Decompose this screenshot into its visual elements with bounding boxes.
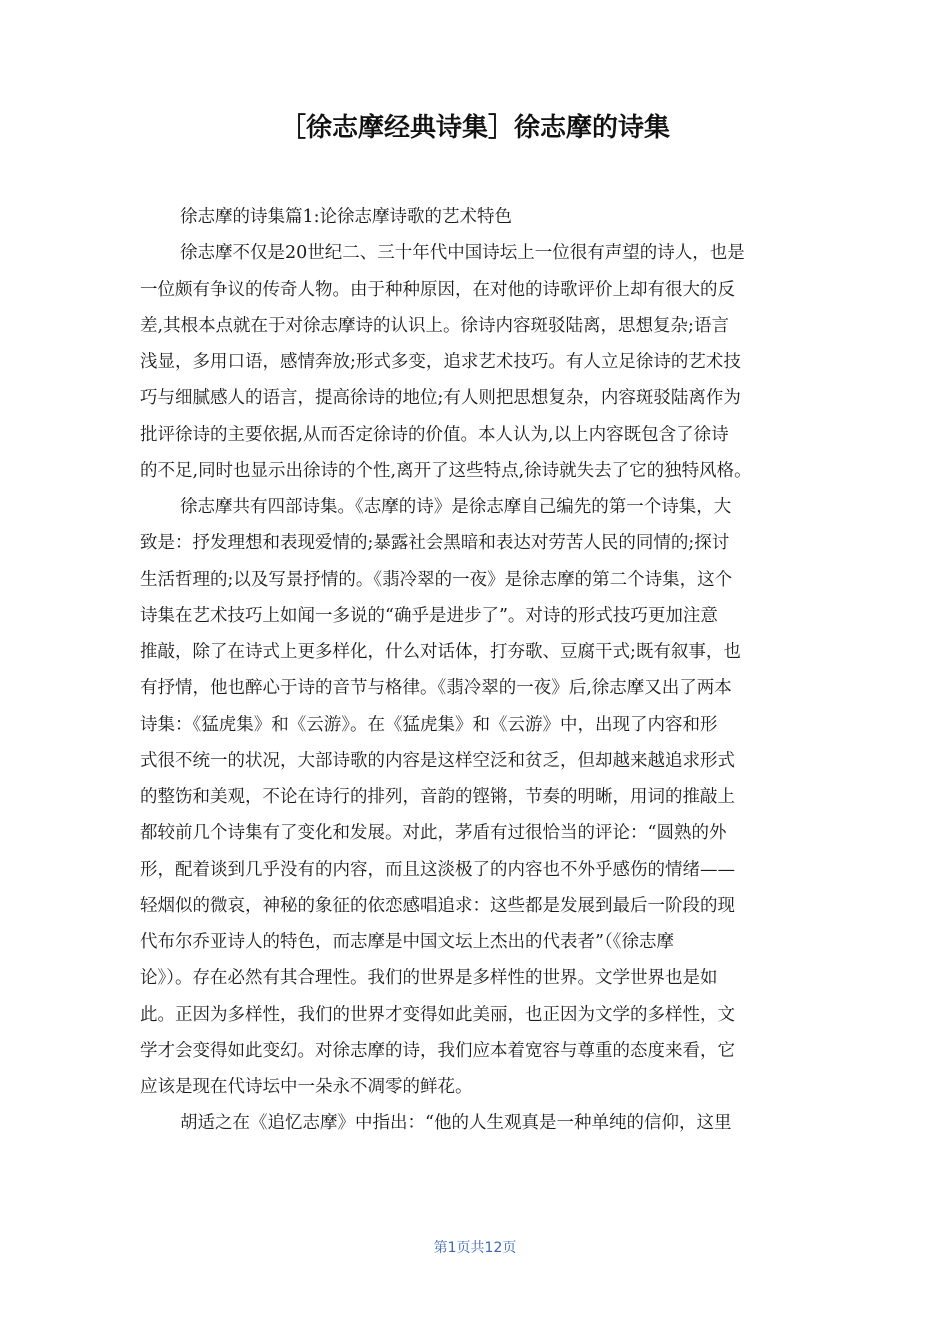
text-line: 胡适之在《追忆志摩》中指出：“他的人生观真是一种单纯的信仰，这里 [180, 1113, 732, 1134]
text-line: 徐志摩共有四部诗集。《志摩的诗》是徐志摩自己编先的第一个诗集，大 [180, 497, 732, 517]
text-line: 推敲，除了在诗式上更多样化，什么对话体，打夯歌、豆腐干式;既有叙事，也 [140, 642, 741, 662]
text-line: 差,其根本点就在于对徐志摩诗的认识上。徐诗内容斑驳陆离，思想复杂;语言 [140, 315, 729, 336]
text-line: 此。正因为多样性，我们的世界才变得如此美丽，也正因为文学的多样性，文 [140, 1004, 735, 1025]
text-line: 式很不统一的状况，大部诗歌的内容是这样空泛和贫乏，但却越来越追求形式 [140, 750, 735, 771]
text-line: 轻烟似的微哀，神秘的象征的依恋感唱追求：这些都是发展到最后一阶段的现 [140, 895, 735, 916]
text-line: 代布尔乔亚诗人的特色，而志摩是中国文坛上杰出的代表者”（《徐志摩 [140, 932, 674, 952]
text-line: 致是：抒发理想和表现爱情的;暴露社会黑暗和表达对劳苦人民的同情的;探讨 [140, 533, 730, 554]
document-title: ［徐志摩经典诗集］徐志摩的诗集 [279, 113, 670, 143]
text-line: 学才会变得如此变幻。对徐志摩的诗，我们应本着宽容与尊重的态度来看，它 [140, 1040, 735, 1061]
text-line: 的不足,同时也显示出徐诗的个性,离开了这些特点,徐诗就失去了它的独特风格。 [140, 460, 752, 481]
text-line: 徐志摩不仅是20世纪二、三十年代中国诗坛上一位很有声望的诗人，也是 [180, 243, 745, 264]
text-line: 都较前几个诗集有了变化和发展。对此，茅盾有过很恰当的评论：“圆熟的外 [140, 823, 727, 844]
text-line: 批评徐诗的主要依据,从而否定徐诗的价值。本人认为,以上内容既包含了徐诗 [140, 424, 729, 445]
page-number-footer: 第1页共12页 [433, 1240, 517, 1256]
text-line: 诗集在艺术技巧上如闻一多说的“确乎是进步了”。对诗的形式技巧更加注意 [140, 605, 718, 626]
text-line: 有抒情，他也醉心于诗的音节与格律。《翡冷翠的一夜》后,徐志摩又出了两本 [140, 678, 732, 699]
text-line: 徐志摩的诗集篇1:论徐志摩诗歌的艺术特色 [180, 207, 513, 227]
text-line: 应该是现在代诗坛中一朵永不凋零的鲜花。 [140, 1077, 473, 1097]
text-line: 巧与细腻感人的语言，提高徐诗的地位;有人则把思想复杂，内容斑驳陆离作为 [140, 388, 741, 409]
text-line: 生活哲理的;以及写景抒情的。《翡冷翠的一夜》是徐志摩的第二个诗集，这个 [140, 569, 733, 590]
text-line: 浅显，多用口语，感情奔放;形式多变，追求艺术技巧。有人立足徐诗的艺术技 [140, 352, 741, 372]
text-line: 形，配着谈到几乎没有的内容，而且这淡极了的内容也不外乎感伤的情绪—— [140, 859, 735, 880]
text-line: 的整饬和美观，不论在诗行的排列，音韵的铿锵，节奏的明晰，用词的推敲上 [140, 787, 735, 807]
document-body [140, 199, 812, 1142]
text-line: 一位颇有争议的传奇人物。由于种种原因，在对他的诗歌评价上却有很大的反 [140, 279, 735, 300]
text-line: 诗集：《猛虎集》和《云游》。在《猛虎集》和《云游》中，出现了内容和形 [140, 714, 718, 735]
text-line: 论》）。存在必然有其合理性。我们的世界是多样性的世界。文学世界也是如 [140, 968, 718, 989]
